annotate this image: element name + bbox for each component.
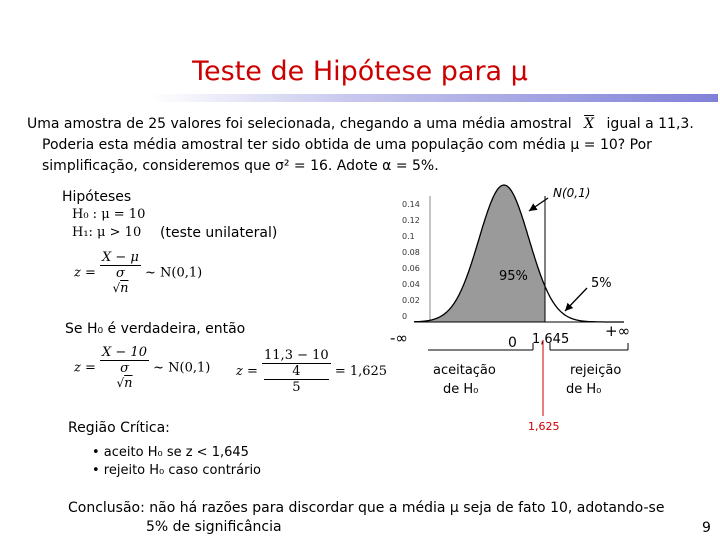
reject-area-arrow: [565, 288, 587, 311]
problem-line-2: Poderia esta média amostral ter sido obtida de uma população com média μ = 10? Por: [42, 137, 652, 153]
reject-area-percent: 5%: [591, 276, 612, 291]
conclusion-line-1: Conclusão: não há razões para discordar que a média μ seja de fato 10, adotando-se: [68, 500, 665, 516]
critical-bullet-1: • aceito H₀ se z < 1,645: [92, 445, 249, 460]
y-tick-label: 0.12: [402, 216, 420, 225]
conclusion-line-2: 5% de significância: [146, 519, 282, 535]
page-number: 9: [702, 520, 711, 536]
y-tick-label: 0: [402, 312, 408, 321]
page-title: Teste de Hipótese para μ: [192, 56, 528, 87]
accept-area-percent: 95%: [499, 269, 528, 284]
formula2-sqrt-n: n: [124, 376, 133, 391]
minus-infinity-label: -∞: [390, 329, 408, 347]
critical-bullet-2: • rejeito H₀ caso contrário: [92, 463, 262, 478]
observed-z-label: 1,625: [528, 420, 560, 433]
formula1-sqrt-n: n: [120, 281, 129, 296]
xbar-symbol: $\overline{X}$: [584, 116, 595, 132]
formula2-lhs: z =: [74, 360, 96, 376]
y-tick-label: 0.1: [402, 232, 415, 241]
formula3-rhs: = 1,625: [334, 364, 388, 379]
h0-statement: H₀ : μ = 10: [72, 207, 146, 222]
formula1-rhs: ~ N(0,1): [145, 265, 203, 281]
h1-statement: H₁: μ > 10: [72, 225, 142, 240]
formula1-denominator: σ √n: [112, 266, 129, 296]
problem-line-1a: Uma amostra de 25 valores foi selecionada, chegando a uma média amostral: [27, 116, 572, 132]
distribution-label: N(0,1): [553, 186, 591, 200]
problem-line-1b: igual a 11,3.: [606, 116, 694, 132]
y-tick-label: 0.14: [402, 200, 420, 209]
formula1-lhs: z =: [74, 265, 96, 281]
y-tick-label: 0.02: [402, 296, 420, 305]
formula3-den-top: 4: [264, 364, 329, 380]
problem-line-3: simplificação, consideremos que σ² = 16. Adote α = 5%.: [42, 158, 439, 174]
formula3-den-bottom: 5: [292, 380, 301, 395]
acceptance-area: [414, 185, 545, 322]
accept-label-line-2: de H₀: [443, 382, 479, 397]
reject-label-line-1: rejeição: [570, 363, 622, 378]
if-h0-true-text: Se H₀ é verdadeira, então: [65, 321, 246, 337]
critical-region-label: Região Crítica:: [68, 420, 170, 436]
y-tick-label: 0.04: [402, 280, 420, 289]
formula1-sigma: σ: [116, 266, 125, 281]
hypotheses-label: Hipóteses: [62, 189, 132, 205]
critical-value-label: 1,645: [532, 332, 570, 347]
y-tick-label: 0.08: [402, 248, 420, 257]
formula2-denominator: σ √n: [116, 361, 133, 391]
formula2-rhs: ~ N(0,1): [153, 360, 211, 376]
accept-label-line-1: aceitação: [433, 363, 496, 378]
formula1-numerator: X − μ: [102, 250, 139, 265]
test-type-note: (teste unilateral): [160, 225, 278, 241]
formula3-numerator: 11,3 − 10: [264, 348, 329, 363]
zero-label: 0: [508, 335, 517, 351]
formula2-sigma: σ: [120, 361, 129, 376]
formula3-lhs: z =: [236, 364, 258, 379]
plus-infinity-label: +∞: [605, 322, 631, 340]
reject-label-line-2: de H₀: [566, 382, 602, 397]
y-axis-ticks: [402, 200, 420, 321]
formula2-numerator: X − 10: [102, 345, 147, 360]
y-tick-label: 0.06: [402, 264, 420, 273]
